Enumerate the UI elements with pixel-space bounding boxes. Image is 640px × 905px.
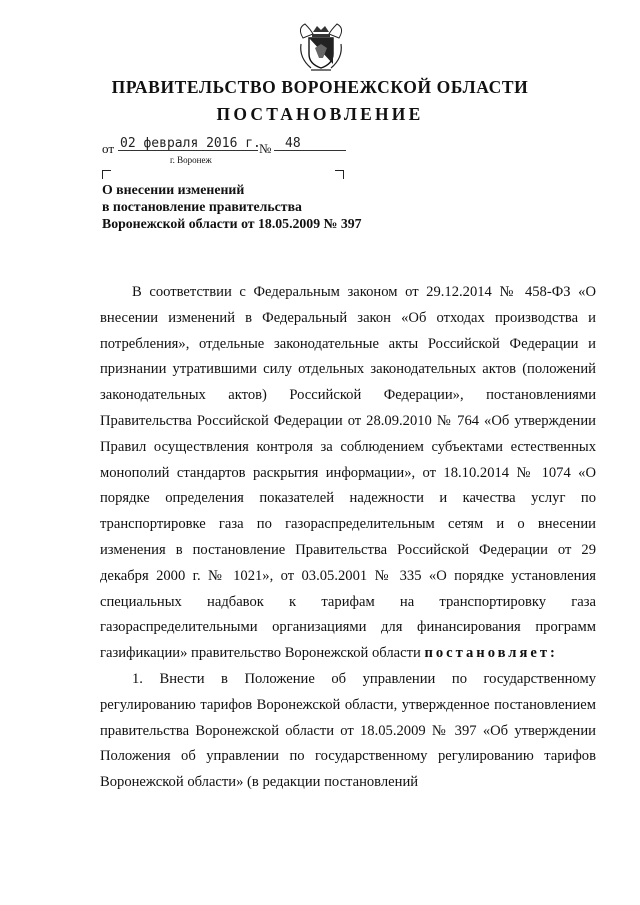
subject-line: в постановление правительства — [102, 199, 302, 214]
city-label: г. Воронеж — [170, 155, 212, 165]
decree-number: 48 — [285, 136, 301, 151]
number-label: № — [259, 141, 272, 156]
resolves-word: постановляет: — [424, 645, 558, 662]
preamble-paragraph — [100, 280, 596, 667]
government-title: ПРАВИТЕЛЬСТВО ВОРОНЕЖСКОЙ ОБЛАСТИ — [111, 77, 529, 97]
preamble-text: В соответствии с Федеральным законом от 29.12.2014 № 458-ФЗ «О внесении изменений в Федеральный закон «Об отходах производства и потребления», отдельные законодательные акты Российской Федерации и признании утратившими силу отдельных законодательных актов (положений законодательных актов) Российской Федерации», постановлениями Правительства Российской Федерации от 28.09.2010 № 764 «Об утверждении Правил осуществления контроля за соблюдением субъектами естественных монополий стандартов раскрытия информации», от 18.10.2014 № 1074 «О порядке определения показателей надежности и качества услуг по транспортировке газа по газораспределительным сетям и о внесении изменения в постановление Правительства Российской Федерации от 29 декабря 2000 г. № 1021», от 03.05.2001 № 335 «О порядке установления специальных надбавок к тарифам на транспортировку газа газораспределительными организациями для финансирования программ газификации» правительство Воронежской области — [100, 284, 596, 662]
subject-bracket-right — [335, 170, 344, 179]
document-type-title: ПОСТАНОВЛЕНИЕ — [216, 104, 424, 124]
subject-bracket-left — [102, 170, 111, 179]
subject-line: Воронежской области от 18.05.2009 № 397 — [102, 216, 362, 231]
from-label: от — [102, 141, 115, 156]
decree-body — [100, 280, 596, 796]
coat-of-arms-emblem — [293, 18, 349, 76]
date-number-line — [102, 134, 362, 158]
item-1-paragraph: 1. Внести в Положение об управлении по государственному регулированию тарифов Воронежской области, утвержденное постановлением правительства Воронежской области от 18.05.2009 № 397 «Об утверждении Положения об управлении по государственному регулированию тарифов Воронежской области» (в редакции постановлений — [100, 670, 596, 791]
subject-line: О внесении изменений — [102, 182, 245, 197]
decree-date: 02 февраля 2016 г. — [120, 136, 261, 151]
decree-subject — [102, 181, 402, 232]
